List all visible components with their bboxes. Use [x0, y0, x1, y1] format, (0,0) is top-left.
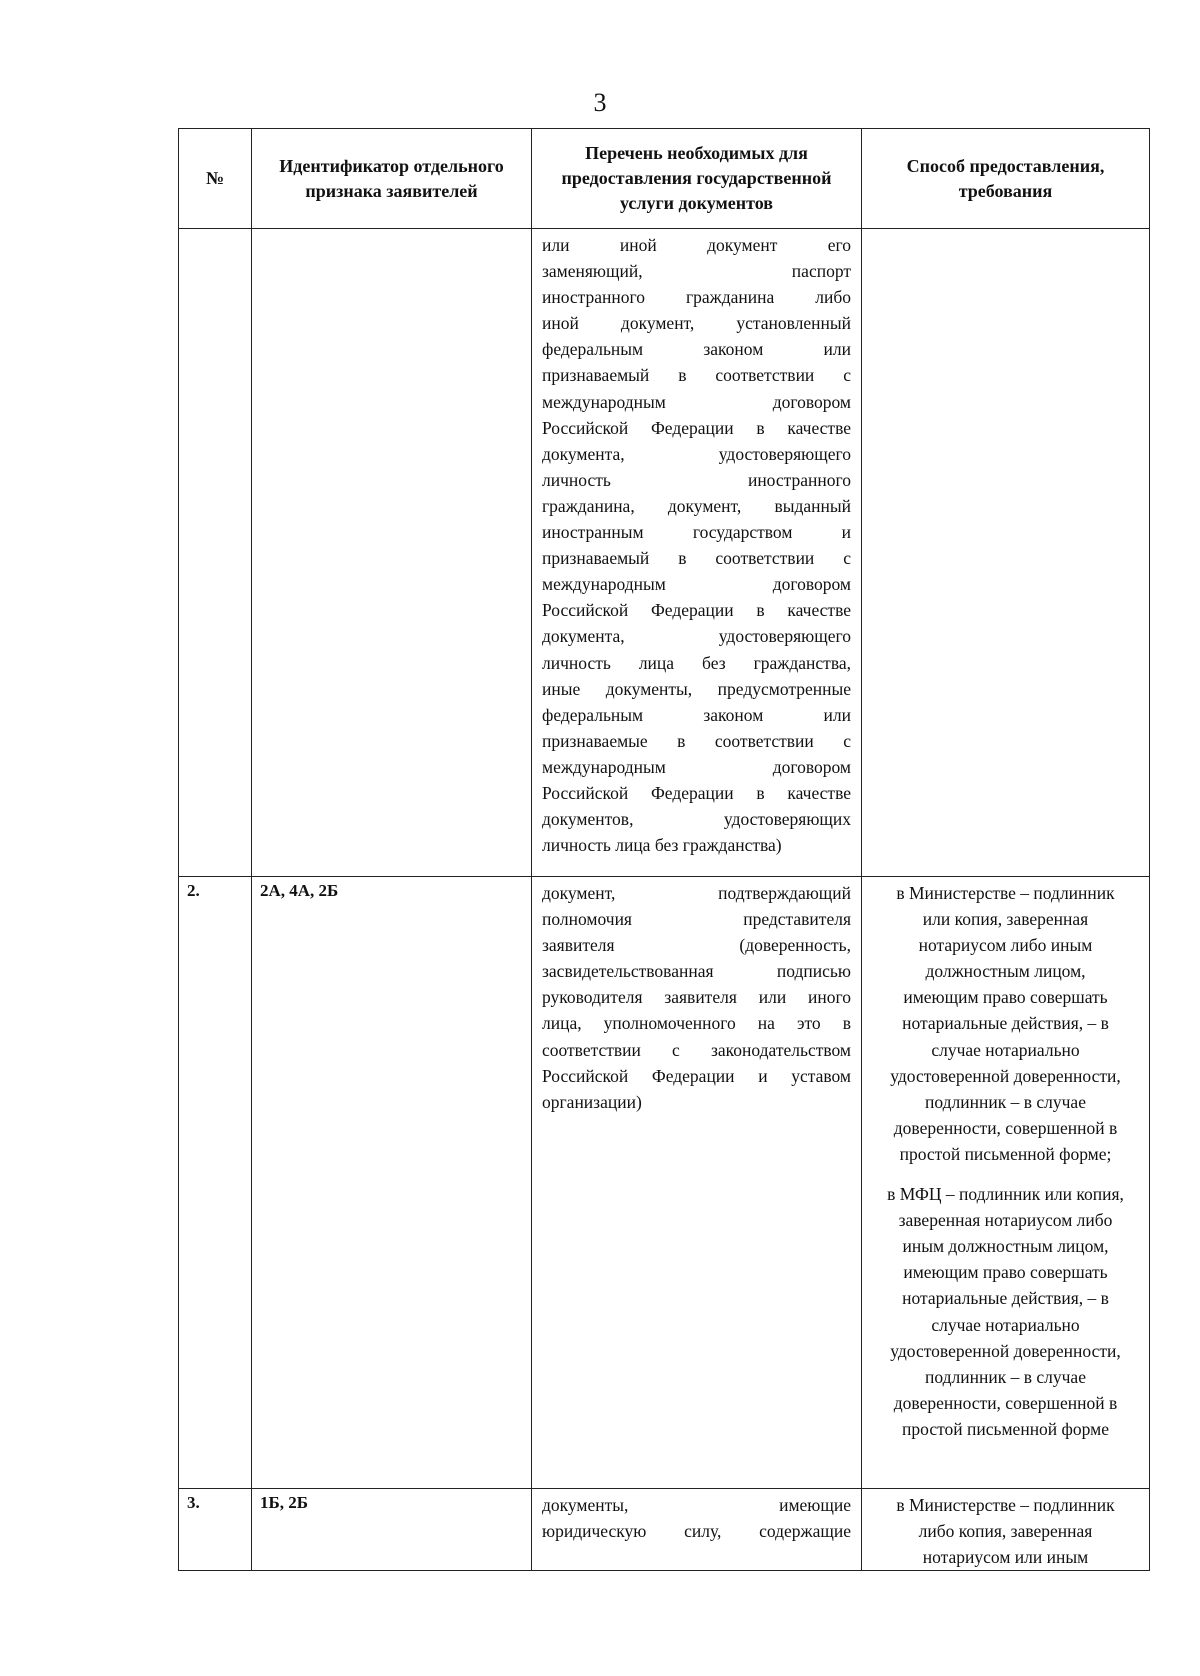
document-text-line: заявителя (доверенность,: [542, 935, 851, 956]
document-text-line: признаваемый в соответствии с: [542, 548, 851, 569]
method-text-line: в Министерстве – подлинник: [896, 883, 1115, 903]
header-no: №: [179, 129, 252, 229]
document-text-line: засвидетельствованная подписью: [542, 961, 851, 982]
header-identifier: Идентификатор отдельного признака заявителей: [252, 129, 532, 229]
document-text-line: иностранным государством и: [542, 522, 851, 543]
document-text-line: заменяющий, паспорт: [542, 261, 851, 282]
requirements-table: [178, 128, 1150, 1571]
document-text-line: признаваемый в соответствии с: [542, 365, 851, 386]
document-text-line: Российской Федерации в качестве: [542, 600, 851, 621]
table-row: [179, 229, 1150, 877]
method-text-line: простой письменной форме: [902, 1418, 1109, 1439]
method-text-line: заверенная нотариусом либо: [898, 1210, 1113, 1231]
document-text-line: международным договором: [542, 574, 851, 595]
row-number-cell: 2.: [179, 877, 252, 1489]
row-number-cell: 3.: [179, 1489, 252, 1571]
document-text-line: иной документ, установленный: [542, 313, 851, 334]
method-text-line: случае нотариально: [931, 1314, 1080, 1335]
document-text-line: личность лица без гражданства): [542, 835, 782, 856]
method-cell: [862, 229, 1150, 877]
document-text-line: Российской Федерации в качестве: [542, 782, 851, 803]
document-text-line: Российской Федерации и уставом: [542, 1065, 851, 1086]
method-text-line: подлинник – в случае: [925, 1366, 1086, 1387]
document-text-line: юридическую силу, содержащие: [542, 1521, 851, 1542]
method-text-line: должностным лицом,: [925, 961, 1086, 982]
method-text-line: имеющим право совершать: [903, 1262, 1108, 1283]
row-number-cell: [179, 229, 252, 877]
document-text-line: документов, удостоверяющих: [542, 809, 851, 830]
method-text-line: нотариальные действия, – в: [902, 1288, 1109, 1309]
method-text-line: доверенности, совершенной в: [893, 1117, 1118, 1138]
document-text-line: федеральным законом или: [542, 339, 851, 360]
documents-cell: [532, 877, 862, 1489]
document-text-line: документа, удостоверяющего: [542, 443, 851, 464]
method-text-line: простой письменной форме;: [899, 1143, 1112, 1164]
document-text-line: личность иностранного: [542, 469, 851, 490]
table-row: [179, 1489, 1150, 1571]
method-text-line: либо копия, заверенная: [918, 1521, 1093, 1542]
header-documents: Перечень необходимых для предоставления государственной услуги документов: [532, 129, 862, 229]
table-row: [179, 877, 1150, 1489]
document-text-line: полномочия представителя: [542, 909, 851, 930]
identifier-cell: [252, 229, 532, 877]
method-text-line: в МФЦ – подлинник или копия,: [887, 1184, 1124, 1205]
document-text-line: международным договором: [542, 756, 851, 777]
document-text-line: руководителя заявителя или иного: [542, 987, 851, 1008]
method-text-line: нотариусом или иным: [922, 1547, 1089, 1568]
identifier-cell: 1Б, 2Б: [252, 1489, 532, 1571]
document-text-line: федеральным законом или: [542, 704, 851, 725]
document-text-line: признаваемые в соответствии с: [542, 730, 851, 751]
method-text-line: иным должностным лицом,: [902, 1236, 1109, 1257]
document-text-line: организации): [542, 1091, 642, 1112]
method-text-line: нотариальные действия, – в: [902, 1013, 1109, 1034]
document-text-line: лица, уполномоченного на это в: [542, 1013, 851, 1034]
method-text-line: удостоверенной доверенности,: [890, 1340, 1121, 1361]
document-text-line: личность лица без гражданства,: [542, 652, 851, 673]
method-cell: [862, 1489, 1150, 1571]
method-text-line: случае нотариально: [931, 1039, 1080, 1060]
document-text-line: иные документы, предусмотренные: [542, 678, 851, 699]
document-text-line: или иной документ его: [542, 235, 851, 255]
table-header-row: [179, 129, 1150, 229]
document-text-line: гражданина, документ, выданный: [542, 495, 851, 516]
document-text-line: документ, подтверждающий: [542, 883, 851, 903]
documents-cell: [532, 229, 862, 877]
method-text-line: удостоверенной доверенности,: [890, 1065, 1121, 1086]
document-text-line: Российской Федерации в качестве: [542, 417, 851, 438]
method-text-line: или копия, заверенная: [922, 909, 1089, 930]
document-text-line: документа, удостоверяющего: [542, 626, 851, 647]
documents-cell: [532, 1489, 862, 1571]
method-text-line: подлинник – в случае: [925, 1091, 1086, 1112]
method-text-line: доверенности, совершенной в: [893, 1392, 1118, 1413]
identifier-cell: 2А, 4А, 2Б: [252, 877, 532, 1489]
document-text-line: соответствии с законодательством: [542, 1039, 851, 1060]
document-text-line: документы, имеющие: [542, 1495, 851, 1515]
method-text-line: в Министерстве – подлинник: [896, 1495, 1115, 1515]
page-number: 3: [593, 88, 607, 117]
method-text-line: имеющим право совершать: [903, 987, 1108, 1008]
document-text-line: иностранного гражданина либо: [542, 287, 851, 308]
method-text-line: нотариусом либо иным: [918, 935, 1093, 956]
document-text-line: международным договором: [542, 391, 851, 412]
method-cell: [862, 877, 1150, 1489]
header-method: Способ предоставления, требования: [862, 129, 1150, 229]
